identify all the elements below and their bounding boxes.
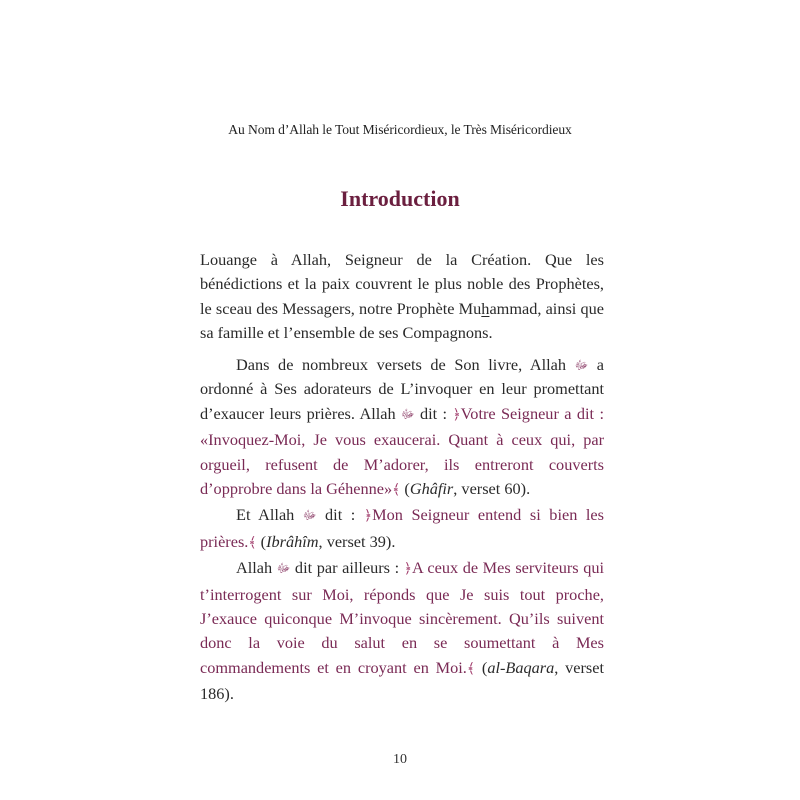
reference-text: , verset 60). [453, 479, 531, 499]
page-title: Introduction [340, 186, 460, 211]
paragraph-text: dit : [414, 403, 453, 423]
quote-close-bracket-icon: ﴾ [248, 535, 257, 551]
reference-text: ( [400, 479, 410, 499]
salutation-glyph-icon: ﷻ [302, 508, 317, 523]
paragraph-text: a ordonné à Ses adorateurs de L’invoquer en leur promettant d’exaucer leurs prières. Allah [200, 355, 605, 423]
reference-text: , verset 39). [318, 531, 396, 551]
intro-paragraph-block [200, 248, 604, 346]
verses-paragraph-block [200, 353, 604, 707]
salutation-glyph-icon: ﷻ [401, 406, 415, 421]
transliteration-underlined-h: h [481, 298, 490, 318]
quote-open-bracket-icon: ﴿ [363, 509, 373, 525]
surah-name: Ghâfir [409, 479, 454, 499]
reference-text: ( [475, 657, 488, 677]
quran-quote: A ceux de Mes serviteurs qui t’interrogent sur Moi, réponds que Je suis tout proche, J’exauce quiconque M’invoque sincèrement. Qu’ils suivent donc la voie du salut en se soumettant à Mes commandements et en croyant en Moi. [200, 558, 605, 677]
paragraph-text: ammad, ainsi que sa famille et l’ensemble de ses Compagnons. [200, 298, 604, 343]
quote-close-bracket-icon: ﴾ [466, 661, 476, 677]
salutation-glyph-icon: ﷻ [276, 561, 291, 576]
paragraph-text: Louange à Allah, Seigneur de la Création. Que les bénédictions et la paix couvrent le plus noble des Prophètes, le sceau des Messagers, notre Prophète Mu [200, 250, 604, 318]
quran-quote: Mon Seigneur entend si bien les prières. [200, 505, 604, 551]
quran-quote: Votre Seigneur a dit : «Invoquez-Moi, Je vous exaucerai. Quant à ceux qui, par orgueil, refusent de M’adorer, ils entreront couverts d’opprobre dans la Géhenne» [200, 403, 604, 499]
paragraph-praise [200, 248, 604, 346]
surah-name: al-Baqara [487, 657, 555, 677]
reference-text: , verset 186). [200, 657, 605, 704]
page-number: 10 [393, 752, 407, 767]
paragraph-verse-ghafir [200, 353, 604, 503]
paragraph-text: Allah [236, 558, 277, 578]
paragraph-text: dit par ailleurs : [290, 558, 404, 578]
quote-open-bracket-icon: ﴿ [403, 562, 412, 578]
reference-text: ( [256, 531, 267, 551]
paragraph-verse-baqara [200, 556, 604, 706]
surah-name: Ibrâhîm [266, 531, 319, 551]
paragraph-text: dit : [316, 505, 364, 525]
paragraph-text: Et Allah [236, 505, 303, 525]
salutation-glyph-icon: ﷻ [574, 358, 589, 372]
basmala-header: Au Nom d’Allah le Tout Miséricordieux, le Très Miséricordieux [228, 122, 572, 137]
paragraph-text: Dans de nombreux versets de Son livre, Allah [236, 355, 575, 374]
quote-open-bracket-icon: ﴿ [452, 407, 461, 423]
quote-close-bracket-icon: ﴾ [392, 483, 401, 499]
paragraph-verse-ibrahim [200, 503, 604, 556]
